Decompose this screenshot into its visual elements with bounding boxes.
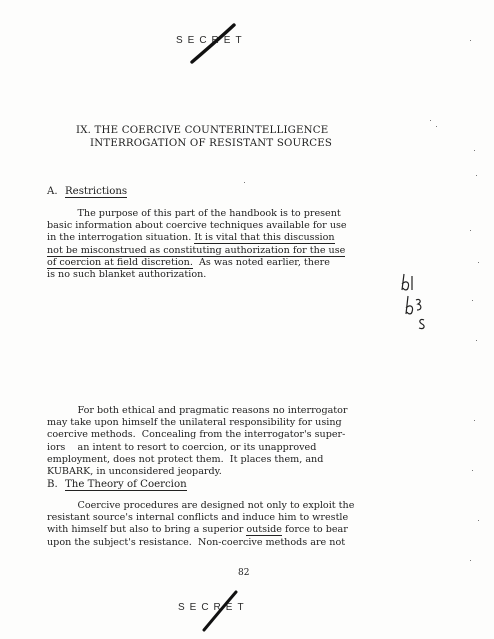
chapter-title-line2: INTERROGATION OF RESISTANT SOURCES <box>90 138 333 149</box>
scan-speck <box>470 40 471 41</box>
section-title: Restrictions <box>65 186 128 197</box>
text-line: may take upon himself the unilateral responsibility for using <box>47 417 342 429</box>
text-line: in the interrogation situation. <box>47 232 195 244</box>
section-heading-theory-of-coercion <box>47 478 187 491</box>
scan-speck <box>474 150 475 151</box>
text-line: Coercive procedures are designed not only to exploit the <box>47 500 355 511</box>
scan-speck <box>476 175 477 176</box>
section-letter: A. <box>47 186 58 197</box>
classification-mark-top: SECRET <box>176 35 247 46</box>
chapter-title <box>76 124 332 150</box>
underlined-text: of coercion at field discretion. <box>47 256 193 268</box>
text-line: coercive methods. Concealing from the interrogator's super- <box>47 429 346 441</box>
scan-speck <box>476 340 477 341</box>
scan-speck <box>478 262 479 263</box>
scan-speck <box>430 120 431 121</box>
text-line: iors an intent to resort to coercion, or its unapproved <box>47 441 317 453</box>
scan-speck <box>470 230 471 231</box>
text-line: As was noted earlier, there <box>192 256 330 268</box>
paragraph-restrictions-2 <box>47 405 387 478</box>
scan-speck <box>244 182 245 183</box>
text-line: employment, does not protect them. It places them, and <box>47 453 324 465</box>
paragraph-theory-1 <box>47 500 387 549</box>
scan-speck <box>470 560 471 561</box>
text-line: with himself but also to bring a superior <box>47 524 247 536</box>
redaction-strike-bottom <box>200 588 240 632</box>
chapter-title-line1: IX. THE COERCIVE COUNTERINTELLIGENCE <box>76 125 329 136</box>
section-title: The Theory of Coercion <box>65 479 187 490</box>
text-line: The purpose of this part of the handbook is to present <box>47 208 341 219</box>
classification-mark-bottom: SECRET <box>178 602 249 613</box>
scan-speck <box>474 420 475 421</box>
underlined-text: It is vital that this discussion <box>194 232 335 244</box>
underlined-text: not be misconstrued as constituting authorization for the use <box>47 244 346 256</box>
text-line: upon the subject's resistance. Non-coercive methods are not <box>47 536 346 548</box>
section-heading-restrictions <box>47 185 127 198</box>
redaction-strike-top <box>188 22 238 66</box>
section-letter: B. <box>47 479 58 490</box>
text-line: resistant source's internal conflicts and induce him to wrestle <box>47 512 349 524</box>
scan-speck <box>478 520 479 521</box>
paragraph-restrictions-1 <box>47 208 387 281</box>
text-line: is no such blanket authorization. <box>47 269 207 281</box>
scan-speck <box>436 126 437 127</box>
handwritten-margin-notes <box>398 270 438 340</box>
page-number: 82 <box>238 568 250 578</box>
text-line: For both ethical and pragmatic reasons no interrogator <box>47 405 348 416</box>
text-line: KUBARK, in unconsidered jeopardy. <box>47 466 222 478</box>
text-line: basic information about coercive techniques available for use <box>47 220 347 232</box>
text-line: force to bear <box>281 524 348 536</box>
scan-speck <box>472 470 473 471</box>
scan-speck <box>472 300 473 301</box>
underlined-text: outside <box>246 524 282 536</box>
